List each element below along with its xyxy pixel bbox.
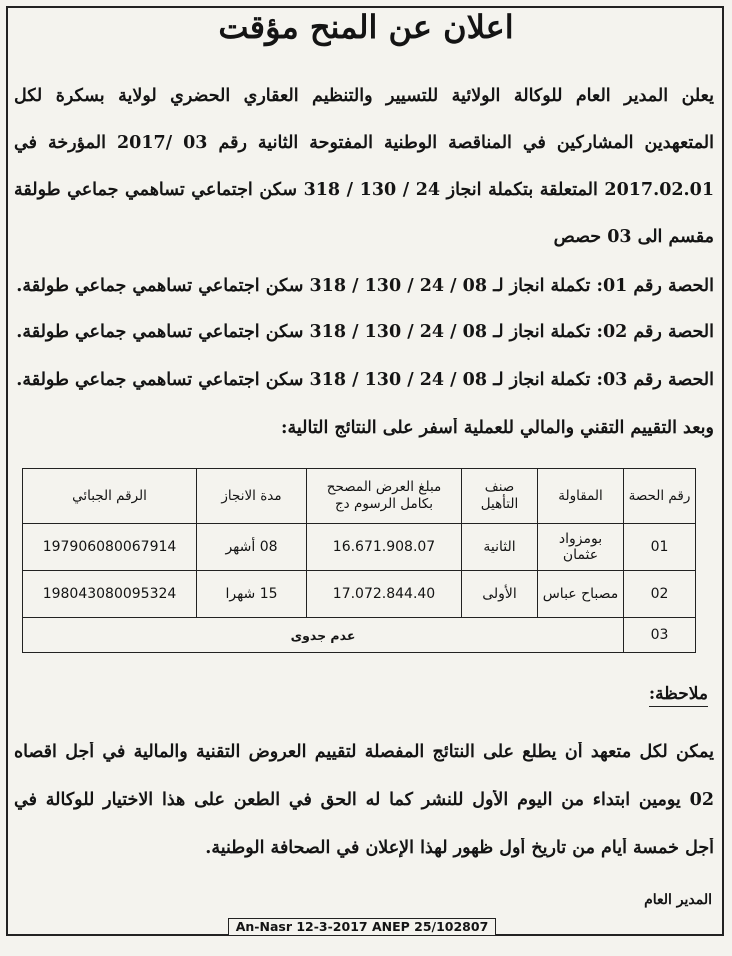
header-tax-id: الرقم الجبائي [23,469,197,524]
header-lot-no: رقم الحصة [624,469,696,524]
header-duration: مدة الانجاز [197,469,307,524]
cell-qualification: الأولى [462,571,538,618]
cell-lot-no: 01 [624,524,696,571]
table-row [23,571,696,618]
cell-contractor: بومزواد عثمان [538,524,624,571]
intro-line-3: 2017.02.01 المتعلقة بتكملة انجاز 24 / 130 / 318 سكن اجتماعي تساهمي جماعي طولقة [14,180,714,200]
lot-line-3: الحصة رقم 03: تكملة انجاز لـ 08 / 24 / 130 / 318 سكن اجتماعي تساهمي جماعي طولقة. [16,370,714,390]
cell-tax-id: 198043080095324 [23,571,197,618]
header-contractor: المقاولة [538,469,624,524]
lot-line-1: الحصة رقم 01: تكملة انجاز لـ 08 / 24 / 130 / 318 سكن اجتماعي تساهمي جماعي طولقة. [16,276,714,296]
cell-duration: 08 أشهر [197,524,307,571]
evaluation-line: وبعد التقييم التقني والمالي للعملية أسفر على النتائج التالية: [281,418,714,438]
table-row-unsuccessful [23,618,696,653]
cell-amount: 16.671.908.07 [307,524,462,571]
cell-lot-no: 03 [624,618,696,653]
page-title: اعلان عن المنح مؤقت [218,8,514,46]
table-header-row [23,469,696,524]
table-row [23,524,696,571]
cell-amount: 17.072.844.40 [307,571,462,618]
cell-lot-no: 02 [624,571,696,618]
results-table [22,468,696,653]
intro-line-2: المتعهدين المشاركين في المناقصة الوطنية المفتوحة الثانية رقم 03 /2017 المؤرخة في [14,133,714,153]
note-line-3: أجل خمسة أيام من تاريخ أول ظهور لهذا الإعلان في الصحافة الوطنية. [205,838,714,858]
footer-reference: An-Nasr 12-3-2017 ANEP 25/102807 [228,918,496,936]
note-label: ملاحظة: [649,684,708,707]
signature: المدير العام [644,892,712,908]
note-line-1: يمكن لكل متعهد أن يطلع على النتائج المفصلة لتقييم العروض التقنية والمالية في أجل اقصاه [14,742,714,762]
header-amount: مبلغ العرض المصحح بكامل الرسوم دج [307,469,462,524]
lot-line-2: الحصة رقم 02: تكملة انجاز لـ 08 / 24 / 130 / 318 سكن اجتماعي تساهمي جماعي طولقة. [16,322,714,342]
cell-qualification: الثانية [462,524,538,571]
cell-contractor: مصباح عباس [538,571,624,618]
cell-tax-id: 197906080067914 [23,524,197,571]
cell-unsuccessful-text: عدم جدوى [23,618,624,653]
header-qualification: صنف التأهيل [462,469,538,524]
intro-line-1: يعلن المدير العام للوكالة الولائية للتسيير والتنظيم العقاري الحضري لولاية بسكرة لكل [14,86,714,106]
cell-duration: 15 شهرا [197,571,307,618]
note-line-2: 02 يومين ابتداء من اليوم الأول للنشر كما له الحق في الطعن على هذا الاختيار للوكالة في [14,790,714,810]
intro-line-4: مقسم الى 03 حصص [553,227,714,247]
